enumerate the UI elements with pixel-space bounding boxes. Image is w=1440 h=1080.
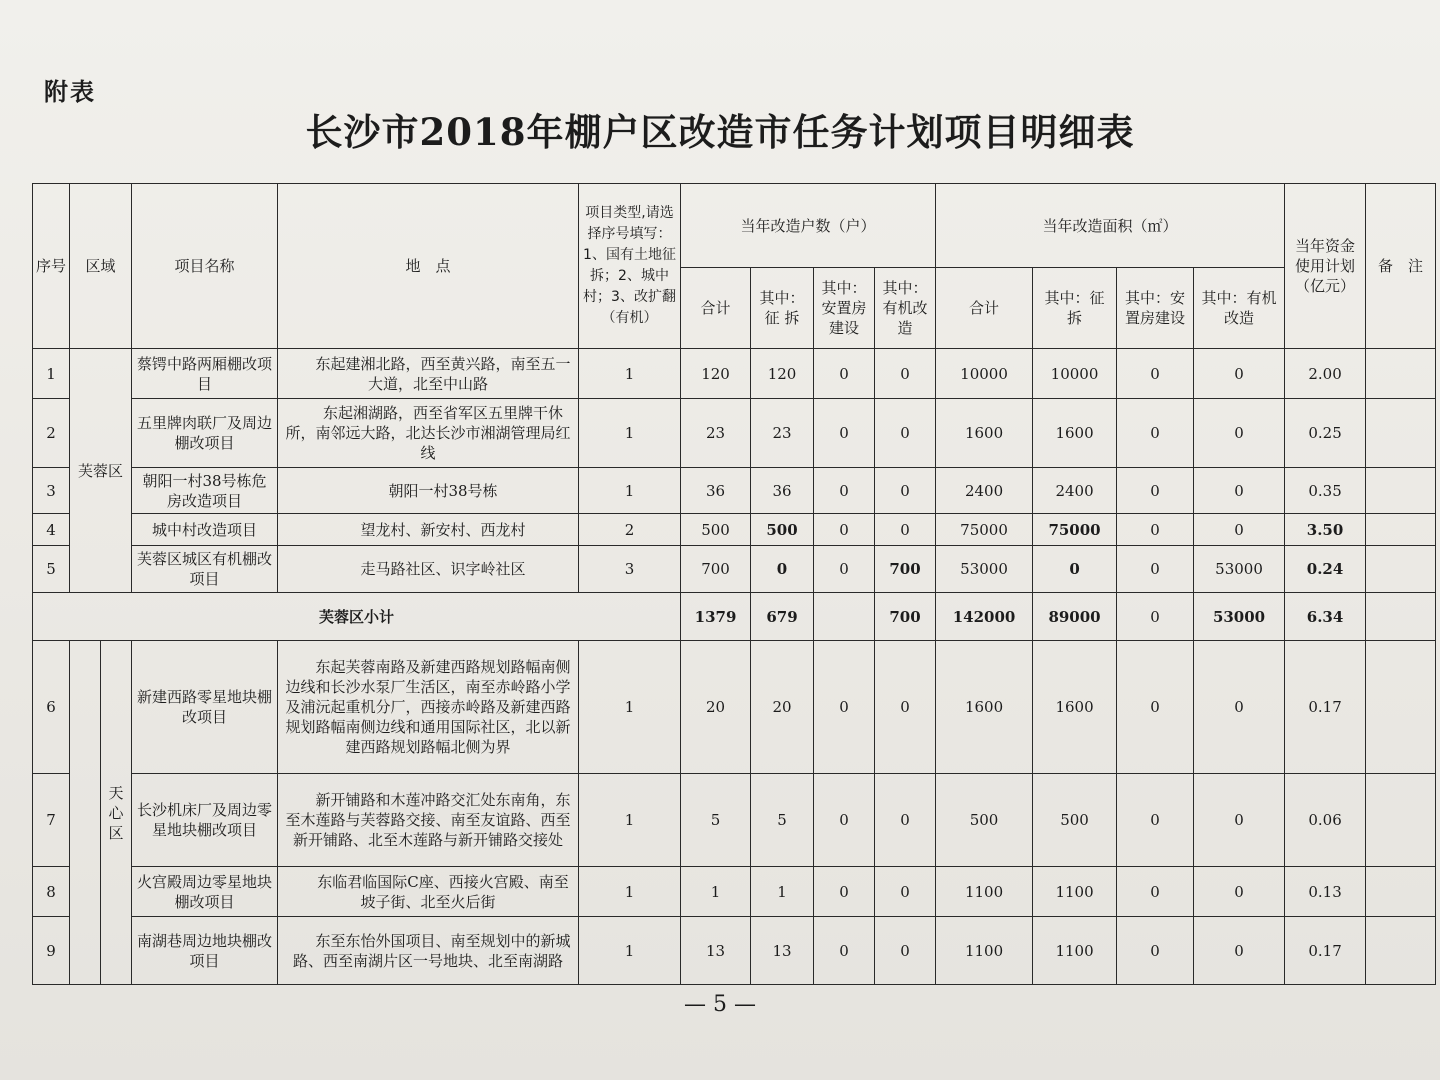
table-row: [33, 546, 1436, 593]
cell-name: 火宫殿周边零星地块棚改项目: [132, 867, 278, 917]
cell-name: 南湖巷周边地块棚改项目: [132, 917, 278, 985]
cell-funds: 0.17: [1285, 917, 1366, 985]
cell-type: 1: [579, 468, 681, 514]
table-row: [33, 399, 1436, 468]
cell-type: 1: [579, 399, 681, 468]
cell-a-total: 10000: [936, 349, 1033, 399]
cell-a-org: 0: [1194, 774, 1285, 867]
cell-h-demo: 0: [751, 546, 814, 593]
cell-location: 东至东怡外国项目、南至规划中的新城路、西至南湖片区一号地块、北至南湖路: [278, 917, 579, 985]
cell-h-demo: 120: [751, 349, 814, 399]
cell-a-demo: 10000: [1033, 349, 1117, 399]
cell-a-demo: 500: [1033, 774, 1117, 867]
cell-h-demo: 1: [751, 867, 814, 917]
cell-a-total: 1100: [936, 917, 1033, 985]
header-row-1: [33, 184, 1436, 268]
table-row: [33, 641, 1436, 774]
cell-a-res: 0: [1117, 468, 1194, 514]
cell-h-demo: 23: [751, 399, 814, 468]
cell-a-demo: 1100: [1033, 917, 1117, 985]
cell-remark: [1366, 468, 1436, 514]
cell-h-total: 13: [681, 917, 751, 985]
tianxin-blank-cell: [70, 641, 101, 985]
table-row: [33, 514, 1436, 546]
cell-name: 五里牌肉联厂及周边棚改项目: [132, 399, 278, 468]
cell-remark: [1366, 546, 1436, 593]
cell-funds: 0.25: [1285, 399, 1366, 468]
page-number: — 5 —: [684, 992, 756, 1017]
cell-h-demo: 20: [751, 641, 814, 774]
cell-name: 朝阳一村38号栋危房改造项目: [132, 468, 278, 514]
header-a-demolition: 其中：征 拆: [1033, 268, 1117, 349]
cell-h-total: 500: [681, 514, 751, 546]
cell-type: 3: [579, 546, 681, 593]
cell-h-total: 1: [681, 867, 751, 917]
cell-type: 1: [579, 917, 681, 985]
subtotal-h-res: [814, 593, 875, 641]
table-row: [33, 468, 1436, 514]
cell-location: 朝阳一村38号栋: [278, 468, 579, 514]
cell-h-res: 0: [814, 349, 875, 399]
header-remark: 备 注: [1366, 184, 1436, 349]
subtotal-remark: [1366, 593, 1436, 641]
cell-a-demo: 2400: [1033, 468, 1117, 514]
cell-a-demo: 1600: [1033, 399, 1117, 468]
district-furong: 芙蓉区: [70, 349, 132, 593]
cell-a-demo: 75000: [1033, 514, 1117, 546]
cell-seq: 9: [33, 917, 70, 985]
cell-h-res: 0: [814, 514, 875, 546]
cell-seq: 8: [33, 867, 70, 917]
cell-a-res: 0: [1117, 917, 1194, 985]
appendix-label: 附表: [44, 78, 96, 106]
header-location: 地 点: [278, 184, 579, 349]
cell-a-demo: 1100: [1033, 867, 1117, 917]
cell-h-org: 0: [875, 774, 936, 867]
cell-h-res: 0: [814, 641, 875, 774]
cell-h-demo: 36: [751, 468, 814, 514]
header-a-organic: 其中：有机改造: [1194, 268, 1285, 349]
cell-type: 1: [579, 774, 681, 867]
cell-h-total: 5: [681, 774, 751, 867]
cell-remark: [1366, 867, 1436, 917]
cell-a-total: 1100: [936, 867, 1033, 917]
cell-h-total: 120: [681, 349, 751, 399]
cell-a-org: 0: [1194, 867, 1285, 917]
cell-remark: [1366, 641, 1436, 774]
cell-h-total: 20: [681, 641, 751, 774]
cell-h-org: 0: [875, 399, 936, 468]
cell-h-total: 36: [681, 468, 751, 514]
cell-funds: 0.24: [1285, 546, 1366, 593]
cell-h-org: 0: [875, 468, 936, 514]
cell-seq: 3: [33, 468, 70, 514]
header-name: 项目名称: [132, 184, 278, 349]
cell-h-total: 23: [681, 399, 751, 468]
table-row: [33, 349, 1436, 399]
cell-h-res: 0: [814, 774, 875, 867]
subtotal-label: 芙蓉区小计: [33, 593, 681, 641]
cell-location: 走马路社区、识字岭社区: [278, 546, 579, 593]
cell-location: 东起湘湖路，西至省军区五里牌干休所，南邻远大路，北达长沙市湘湖管理局红线: [278, 399, 579, 468]
subtotal-h-demo: 679: [751, 593, 814, 641]
cell-h-org: 0: [875, 917, 936, 985]
header-type: 项目类型,请选择序号填写：1、国有土地征拆；2、城中村；3、改扩翻（有机）: [579, 184, 681, 349]
district-tianxin: 天心区: [101, 641, 132, 985]
cell-h-demo: 5: [751, 774, 814, 867]
cell-h-res: 0: [814, 917, 875, 985]
cell-name: 蔡锷中路两厢棚改项目: [132, 349, 278, 399]
cell-h-org: 0: [875, 641, 936, 774]
cell-seq: 1: [33, 349, 70, 399]
header-h-resettle: 其中：安置房建设: [814, 268, 875, 349]
table-row: [33, 774, 1436, 867]
header-area-m2: 当年改造面积（㎡）: [936, 184, 1285, 268]
header-h-organic: 其中：有机改造: [875, 268, 936, 349]
cell-seq: 5: [33, 546, 70, 593]
cell-location: 东起芙蓉南路及新建西路规划路幅南侧边线和长沙水泵厂生活区，南至赤岭路小学及浦沅起重机分厂，西接赤岭路及新建西路规划路幅南侧边线和通用国际社区，北以新建西路规划路幅北侧为界: [278, 641, 579, 774]
cell-type: 1: [579, 349, 681, 399]
cell-h-org: 0: [875, 514, 936, 546]
cell-remark: [1366, 774, 1436, 867]
subtotal-h-org: 700: [875, 593, 936, 641]
cell-a-res: 0: [1117, 867, 1194, 917]
cell-name: 长沙机床厂及周边零星地块棚改项目: [132, 774, 278, 867]
cell-h-total: 700: [681, 546, 751, 593]
subtotal-h-total: 1379: [681, 593, 751, 641]
cell-a-total: 53000: [936, 546, 1033, 593]
cell-name: 芙蓉区城区有机棚改项目: [132, 546, 278, 593]
subtotal-a-demo: 89000: [1033, 593, 1117, 641]
cell-a-total: 500: [936, 774, 1033, 867]
table-title: 长沙市2018年棚户区改造市任务计划项目明细表: [305, 110, 1135, 154]
cell-seq: 6: [33, 641, 70, 774]
cell-seq: 7: [33, 774, 70, 867]
cell-h-res: 0: [814, 546, 875, 593]
subtotal-a-total: 142000: [936, 593, 1033, 641]
cell-h-demo: 13: [751, 917, 814, 985]
header-a-resettle: 其中：安置房建设: [1117, 268, 1194, 349]
cell-seq: 2: [33, 399, 70, 468]
table-row: [33, 867, 1436, 917]
subtotal-funds: 6.34: [1285, 593, 1366, 641]
cell-a-res: 0: [1117, 514, 1194, 546]
cell-a-org: 0: [1194, 641, 1285, 774]
cell-type: 2: [579, 514, 681, 546]
cell-h-demo: 500: [751, 514, 814, 546]
cell-a-res: 0: [1117, 349, 1194, 399]
header-h-total: 合计: [681, 268, 751, 349]
cell-a-org: 0: [1194, 514, 1285, 546]
cell-a-total: 1600: [936, 641, 1033, 774]
cell-a-res: 0: [1117, 399, 1194, 468]
project-table: [32, 183, 1436, 985]
cell-funds: 0.35: [1285, 468, 1366, 514]
cell-a-org: 0: [1194, 349, 1285, 399]
cell-h-org: 700: [875, 546, 936, 593]
cell-a-total: 2400: [936, 468, 1033, 514]
cell-location: 望龙村、新安村、西龙村: [278, 514, 579, 546]
header-seq: 序号: [33, 184, 70, 349]
cell-type: 1: [579, 867, 681, 917]
cell-a-res: 0: [1117, 641, 1194, 774]
cell-a-demo: 1600: [1033, 641, 1117, 774]
cell-a-org: 0: [1194, 399, 1285, 468]
cell-h-org: 0: [875, 349, 936, 399]
cell-h-res: 0: [814, 399, 875, 468]
cell-h-org: 0: [875, 867, 936, 917]
cell-remark: [1366, 514, 1436, 546]
cell-seq: 4: [33, 514, 70, 546]
cell-funds: 0.06: [1285, 774, 1366, 867]
header-h-demolition: 其中：征 拆: [751, 268, 814, 349]
subtotal-a-res: 0: [1117, 593, 1194, 641]
header-households: 当年改造户数（户）: [681, 184, 936, 268]
cell-funds: 3.50: [1285, 514, 1366, 546]
cell-a-total: 75000: [936, 514, 1033, 546]
cell-a-org: 0: [1194, 468, 1285, 514]
cell-funds: 0.17: [1285, 641, 1366, 774]
cell-a-org: 0: [1194, 917, 1285, 985]
cell-type: 1: [579, 641, 681, 774]
subtotal-a-org: 53000: [1194, 593, 1285, 641]
cell-remark: [1366, 917, 1436, 985]
cell-name: 城中村改造项目: [132, 514, 278, 546]
cell-a-demo: 0: [1033, 546, 1117, 593]
cell-funds: 2.00: [1285, 349, 1366, 399]
table-row: [33, 917, 1436, 985]
cell-a-org: 53000: [1194, 546, 1285, 593]
cell-location: 新开铺路和木莲冲路交汇处东南角，东至木莲路与芙蓉路交接、南至友谊路、西至新开铺路、北至木莲路与新开铺路交接处: [278, 774, 579, 867]
cell-location: 东起建湘北路，西至黄兴路，南至五一大道，北至中山路: [278, 349, 579, 399]
cell-a-res: 0: [1117, 546, 1194, 593]
cell-name: 新建西路零星地块棚改项目: [132, 641, 278, 774]
cell-a-total: 1600: [936, 399, 1033, 468]
cell-a-res: 0: [1117, 774, 1194, 867]
subtotal-row: [33, 593, 1436, 641]
header-funds: 当年资金使用计划（亿元）: [1285, 184, 1366, 349]
header-a-total: 合计: [936, 268, 1033, 349]
header-area: 区域: [70, 184, 132, 349]
cell-h-res: 0: [814, 867, 875, 917]
cell-remark: [1366, 399, 1436, 468]
cell-remark: [1366, 349, 1436, 399]
cell-h-res: 0: [814, 468, 875, 514]
cell-location: 东临君临国际C座、西接火宫殿、南至坡子街、北至火后街: [278, 867, 579, 917]
cell-funds: 0.13: [1285, 867, 1366, 917]
